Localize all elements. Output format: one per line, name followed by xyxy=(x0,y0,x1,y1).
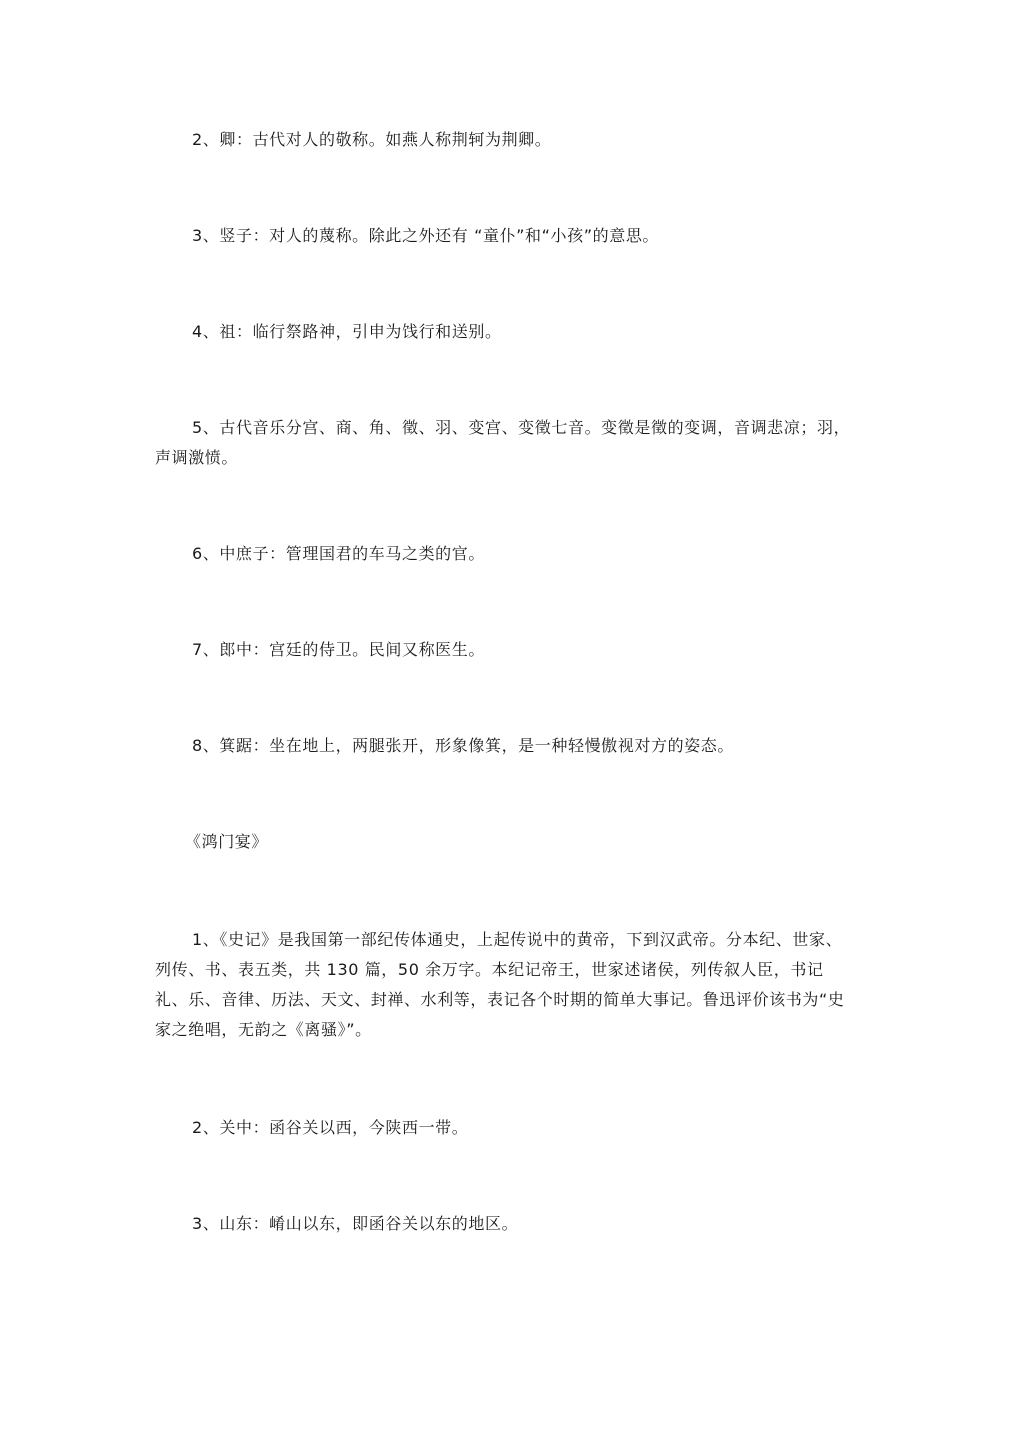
note-item: 5、古代音乐分宫、商、角、徵、羽、变宫、变徵七音。变徵是徵的变调，音调悲凉；羽，声调激愤。 xyxy=(155,418,851,467)
note-item: 8、箕踞：坐在地上，两腿张开，形象像箕，是一种轻慢傲视对方的姿态。 xyxy=(192,736,734,755)
note-item: 1、《史记》是我国第一部纪传体通史，上起传说中的黄帝，下到汉武帝。分本纪、世家、列传、书、表五类，共 130 篇，50 余万字。本纪记帝王，世家述诸侯，列传叙人臣，书记礼、乐、音律、历法、天文、封禅、水利等，表记各个时期的简单大事记。鲁迅评价该书为“史家之绝唱，无韵之《离骚》”。 xyxy=(155,930,845,1039)
note-item: 2、关中：函谷关以西，今陕西一带。 xyxy=(192,1118,469,1137)
section-title: 《鸿门宴》 xyxy=(185,832,269,851)
note-item: 2、卿：古代对人的敬称。如燕人称荆轲为荆卿。 xyxy=(192,130,552,149)
note-item: 7、郎中：宫廷的侍卫。民间又称医生。 xyxy=(192,640,485,659)
note-item: 4、祖：临行祭路神，引申为饯行和送别。 xyxy=(192,322,502,341)
note-item: 6、中庶子：管理国君的车马之类的官。 xyxy=(192,544,485,563)
note-item: 3、竖子：对人的蔑称。除此之外还有 “童仆”和“小孩”的意思。 xyxy=(192,226,660,245)
note-item: 3、山东：崤山以东，即函谷关以东的地区。 xyxy=(192,1214,519,1233)
